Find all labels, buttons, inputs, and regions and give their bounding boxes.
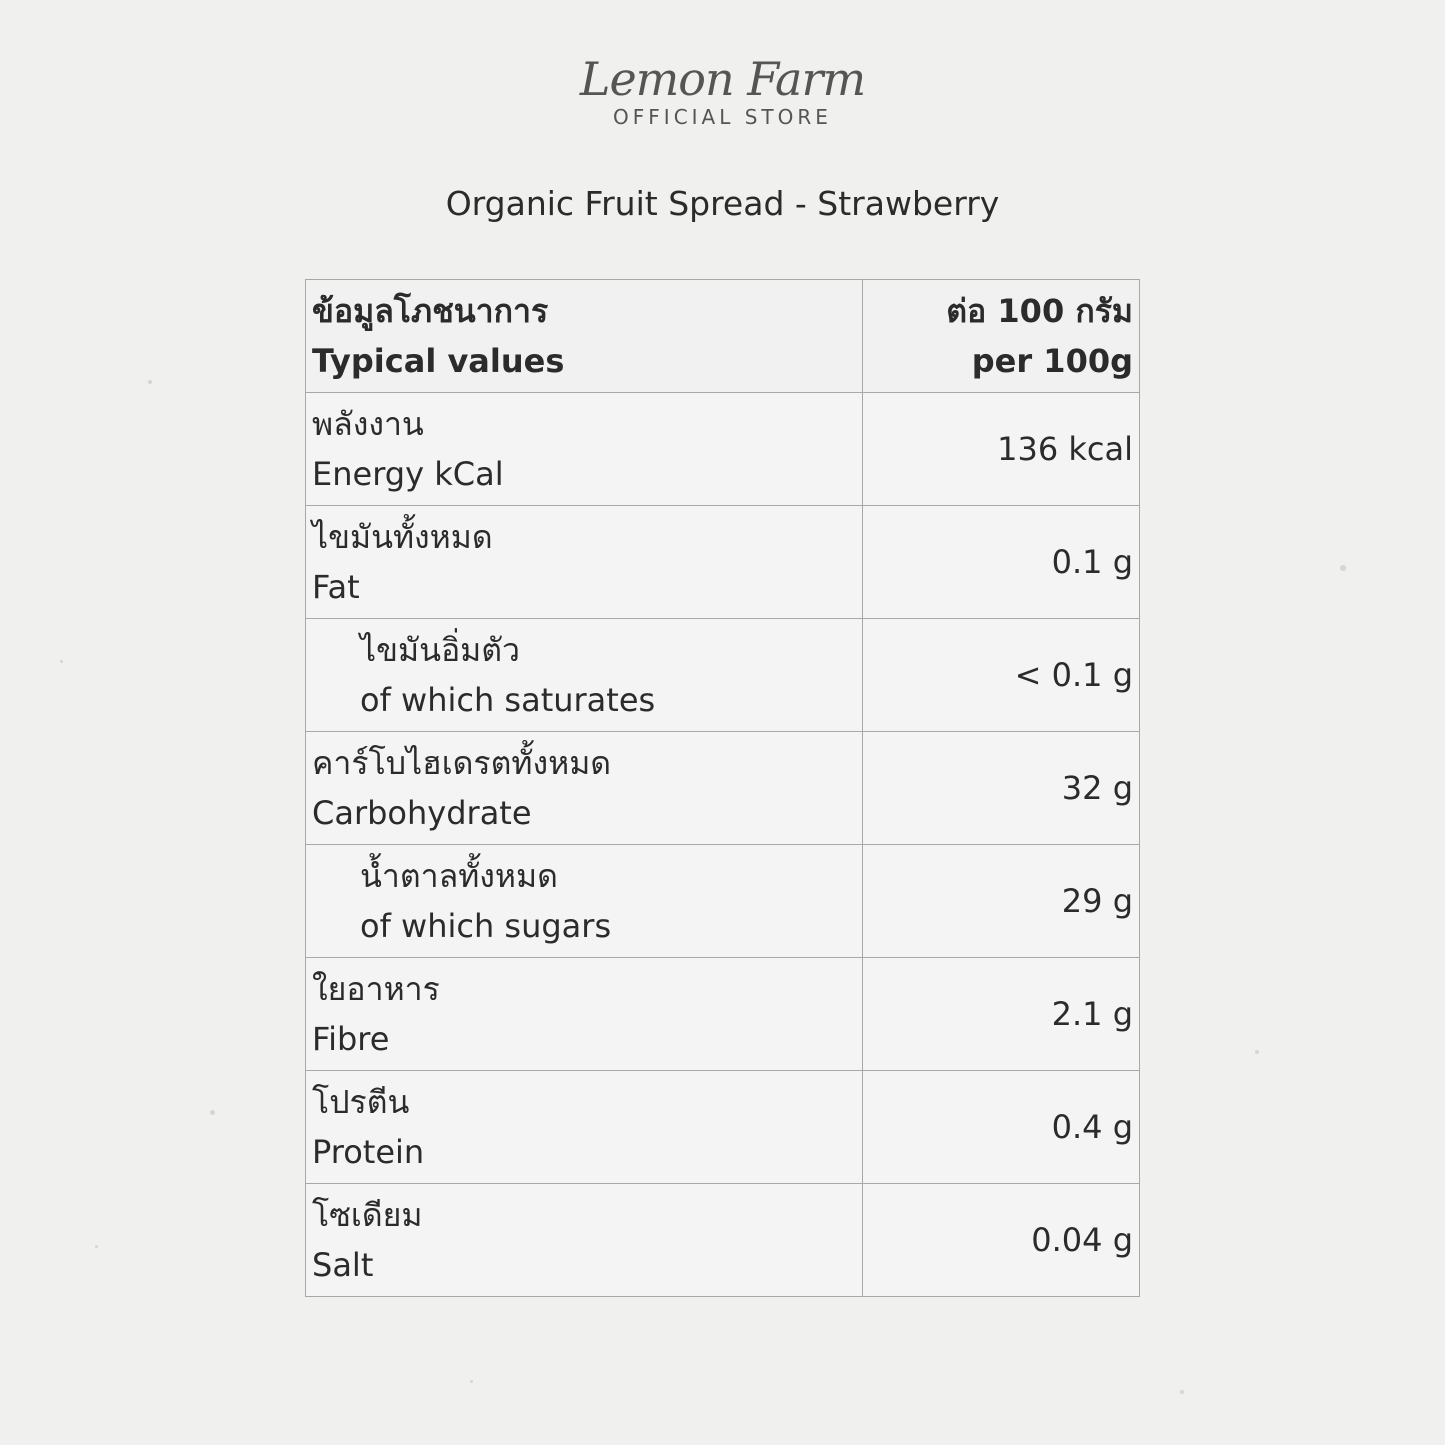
table-row: [306, 393, 1140, 506]
nutrient-name-en: of which sugars: [360, 907, 612, 945]
nutrient-name-en: Carbohydrate: [312, 794, 532, 832]
nutrient-name-en: Energy kCal: [312, 455, 504, 493]
nutrient-label-cell: [306, 1071, 863, 1184]
nutrient-name-en: Protein: [312, 1133, 425, 1171]
brand-logo: [0, 52, 1445, 130]
product-title: Organic Fruit Spread - Strawberry: [445, 184, 1000, 223]
nutrient-value: 136 kcal: [863, 393, 1140, 506]
nutrient-label-cell: [306, 958, 863, 1071]
header-label-th: ข้อมูลโภชนาการ: [312, 292, 549, 330]
nutrient-name-th: คาร์โบไฮเดรตทั้งหมด: [312, 744, 612, 782]
nutrient-name-en: Salt: [312, 1246, 374, 1284]
table-row: [306, 619, 1140, 732]
nutrient-label-cell: [306, 1184, 863, 1297]
brand-name: Lemon Farm: [579, 52, 866, 106]
nutrient-value: 0.4 g: [863, 1071, 1140, 1184]
nutrient-name-th: โซเดียม: [312, 1196, 423, 1234]
nutrient-name-th: ใยอาหาร: [312, 970, 440, 1008]
header-label-cell: [306, 280, 863, 393]
nutrition-table: [305, 279, 1140, 1297]
nutrient-label-cell: [306, 506, 863, 619]
table-header-row: [306, 280, 1140, 393]
nutrient-name-th: พลังงาน: [312, 405, 424, 443]
nutrient-value: 2.1 g: [863, 958, 1140, 1071]
nutrient-value: 29 g: [863, 845, 1140, 958]
header-value-cell: [863, 280, 1140, 393]
nutrient-value: < 0.1 g: [863, 619, 1140, 732]
nutrient-label-cell: [306, 393, 863, 506]
table-row: [306, 506, 1140, 619]
nutrient-label-cell: [306, 845, 863, 958]
nutrient-name-en: Fibre: [312, 1020, 390, 1058]
header-value-en: per 100g: [971, 342, 1133, 380]
nutrient-name-th: น้ำตาลทั้งหมด: [360, 857, 558, 895]
nutrient-name-th: ไขมันอิ่มตัว: [360, 631, 520, 669]
header-value-th: ต่อ 100 กรัม: [946, 292, 1133, 330]
table-row: [306, 732, 1140, 845]
table-row: [306, 1071, 1140, 1184]
table-row: [306, 958, 1140, 1071]
nutrient-name-en: of which saturates: [360, 681, 656, 719]
nutrient-name-en: Fat: [312, 568, 360, 606]
nutrient-label-cell: [306, 619, 863, 732]
nutrient-label-cell: [306, 732, 863, 845]
nutrient-name-th: ไขมันทั้งหมด: [312, 518, 493, 556]
nutrient-name-th: โปรตีน: [312, 1083, 410, 1121]
nutrient-value: 0.04 g: [863, 1184, 1140, 1297]
table-row: [306, 1184, 1140, 1297]
header-label-en: Typical values: [312, 342, 565, 380]
nutrient-value: 32 g: [863, 732, 1140, 845]
nutrient-value: 0.1 g: [863, 506, 1140, 619]
brand-tagline: OFFICIAL STORE: [613, 105, 832, 129]
table-row: [306, 845, 1140, 958]
